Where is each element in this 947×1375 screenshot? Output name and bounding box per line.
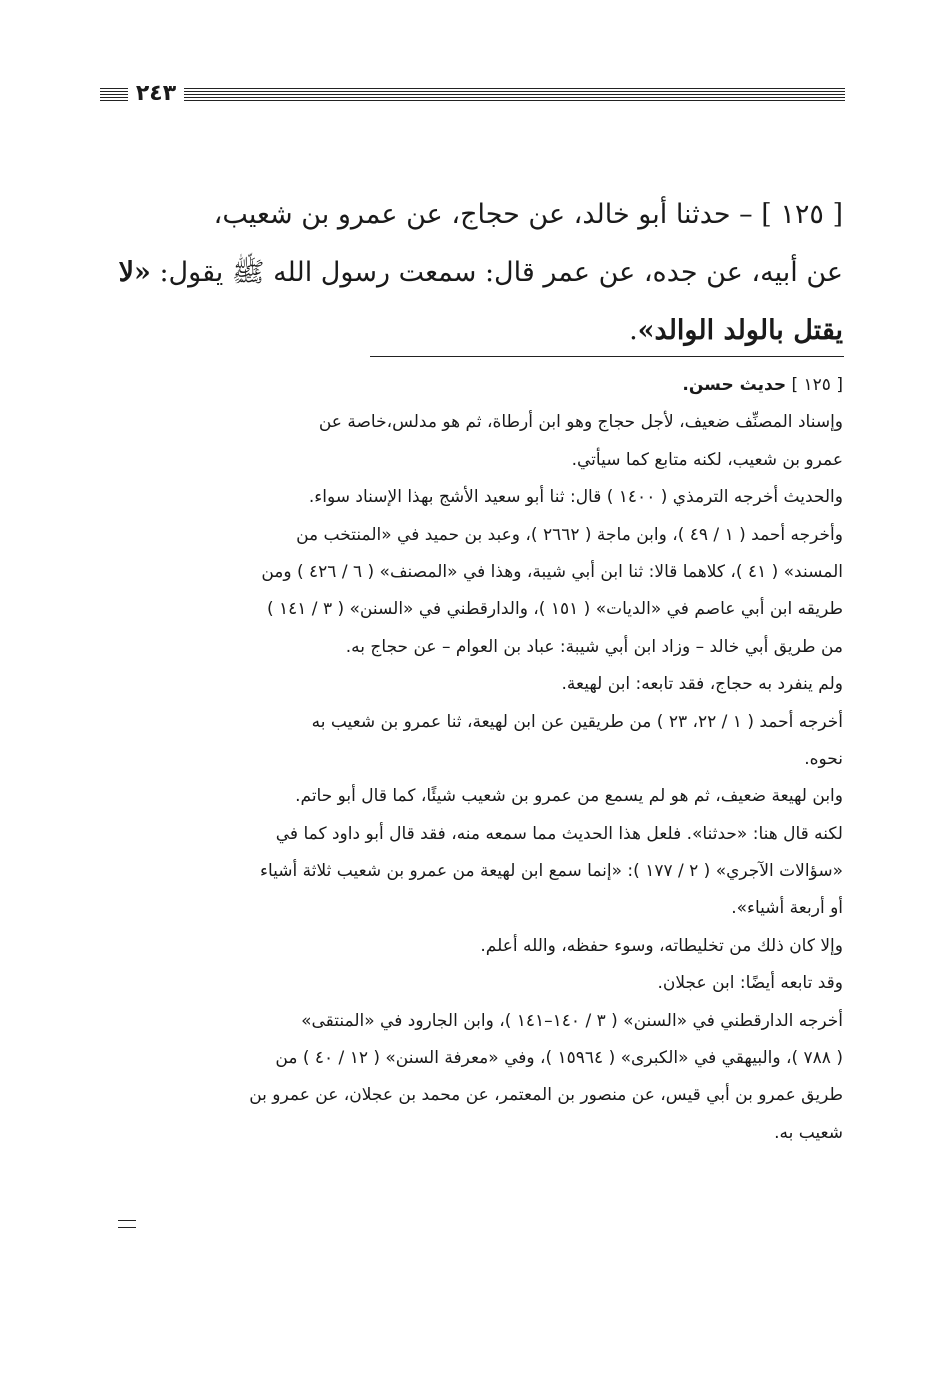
- hadith-line-3: [108, 302, 843, 360]
- commentary-line: ( ٧٨٨ )، والبيهقي في «الكبرى» ( ١٥٩٦٤ )، وفي «معرفة السنن» ( ١٢ / ٤٠ ) من: [275, 1048, 843, 1069]
- commentary-heading-number: [ ١٢٥ ]: [791, 375, 843, 395]
- commentary-line: أخرجه الدارقطني في «السنن» ( ٣ / ١٤٠–١٤١ )، وابن الجارود في «المنتقى»: [301, 1010, 843, 1031]
- header-rule-left: [100, 88, 128, 101]
- hadith-quote-text: يقتل بالولد الوالد»: [637, 315, 843, 346]
- hadith-quote-open: «لا: [118, 257, 151, 288]
- hadith-line-3-end: .: [629, 315, 638, 346]
- commentary-line: أخرجه أحمد ( ١ / ٢٢، ٢٣ ) من طريقين عن ابن لهيعة، ثنا عمرو بن شعيب به: [311, 711, 843, 732]
- commentary-line: وإلا كان ذلك من تخليطاته، وسوء حفظه، والله أعلم.: [480, 935, 843, 956]
- commentary-line: لكنه قال هنا: «حدثنا». فلعل هذا الحديث مما سمعه منه، فقد قال أبو داود كما في: [275, 823, 843, 844]
- continuation-mark: [118, 1220, 136, 1228]
- footnote-divider: [370, 356, 844, 357]
- hadith-line-2-text: عن أبيه، عن جده، عن عمر قال: سمعت رسول الله ﷺ يقول:: [150, 257, 843, 288]
- commentary-line: «سؤالات الآجري» ( ٢ / ١٧٧ ): «إنما سمع ابن لهيعة من عمرو بن شعيب ثلاثة أشياء: [260, 861, 843, 882]
- commentary-line: طريقه ابن أبي عاصم في «الديات» ( ١٥١ )، والدارقطني في «السنن» ( ٣ / ١٤١ ): [266, 599, 843, 620]
- commentary-line: المسند» ( ٤١ )، كلاهما قالا: ثنا ابن أبي شيبة، وهذا في «المصنف» ( ٦ / ٤٢٦ ) ومن: [261, 561, 843, 582]
- commentary-line: نحوه.: [804, 748, 843, 769]
- hadith-line-2: [108, 244, 843, 302]
- commentary-heading: [108, 367, 843, 404]
- commentary: [108, 367, 843, 1152]
- commentary-line: وقد تابعه أيضًا: ابن عجلان.: [657, 973, 843, 994]
- commentary-line: طريق عمرو بن أبي قيس، عن منصور بن المعتمر، عن محمد بن عجلان، عن عمرو بن: [249, 1085, 843, 1106]
- commentary-line: وأخرجه أحمد ( ١ / ٤٩ )، وابن ماجة ( ٢٦٦٢ )، وعبد بن حميد في «المنتخب من: [296, 524, 843, 545]
- commentary-line: وإسناد المصنِّف ضعيف، لأجل حجاج وهو ابن أرطاة، ثم هو مدلس،خاصة عن: [318, 412, 843, 433]
- hadith-line-1: [ ١٢٥ ] – حدثنا أبو خالد، عن حجاج، عن عمرو بن شعيب،: [213, 199, 843, 230]
- commentary-line: وابن لهيعة ضعيف، ثم هو لم يسمع من عمرو بن شعيب شيئًا، كما قال أبو حاتم.: [295, 786, 843, 807]
- page-header: [100, 82, 845, 106]
- hadith-text: [108, 186, 843, 360]
- commentary-line: أو أربعة أشياء».: [731, 898, 843, 919]
- commentary-heading-title: حديث حسن.: [682, 375, 787, 395]
- commentary-line: والحديث أخرجه الترمذي ( ١٤٠٠ ) قال: ثنا أبو سعيد الأشج بهذا الإسناد سواء.: [308, 487, 843, 508]
- commentary-line: من طريق أبي خالد – وزاد ابن أبي شيبة: عباد بن العوام – عن حجاج به.: [345, 636, 843, 657]
- commentary-line: شعيب به.: [774, 1122, 843, 1143]
- commentary-line: عمرو بن شعيب، لكنه متابع كما سيأتي.: [571, 449, 843, 470]
- commentary-line: ولم ينفرد به حجاج، فقد تابعه: ابن لهيعة.: [561, 674, 843, 695]
- page-number: ٢٤٣: [135, 81, 177, 106]
- header-rule-right: [184, 88, 845, 101]
